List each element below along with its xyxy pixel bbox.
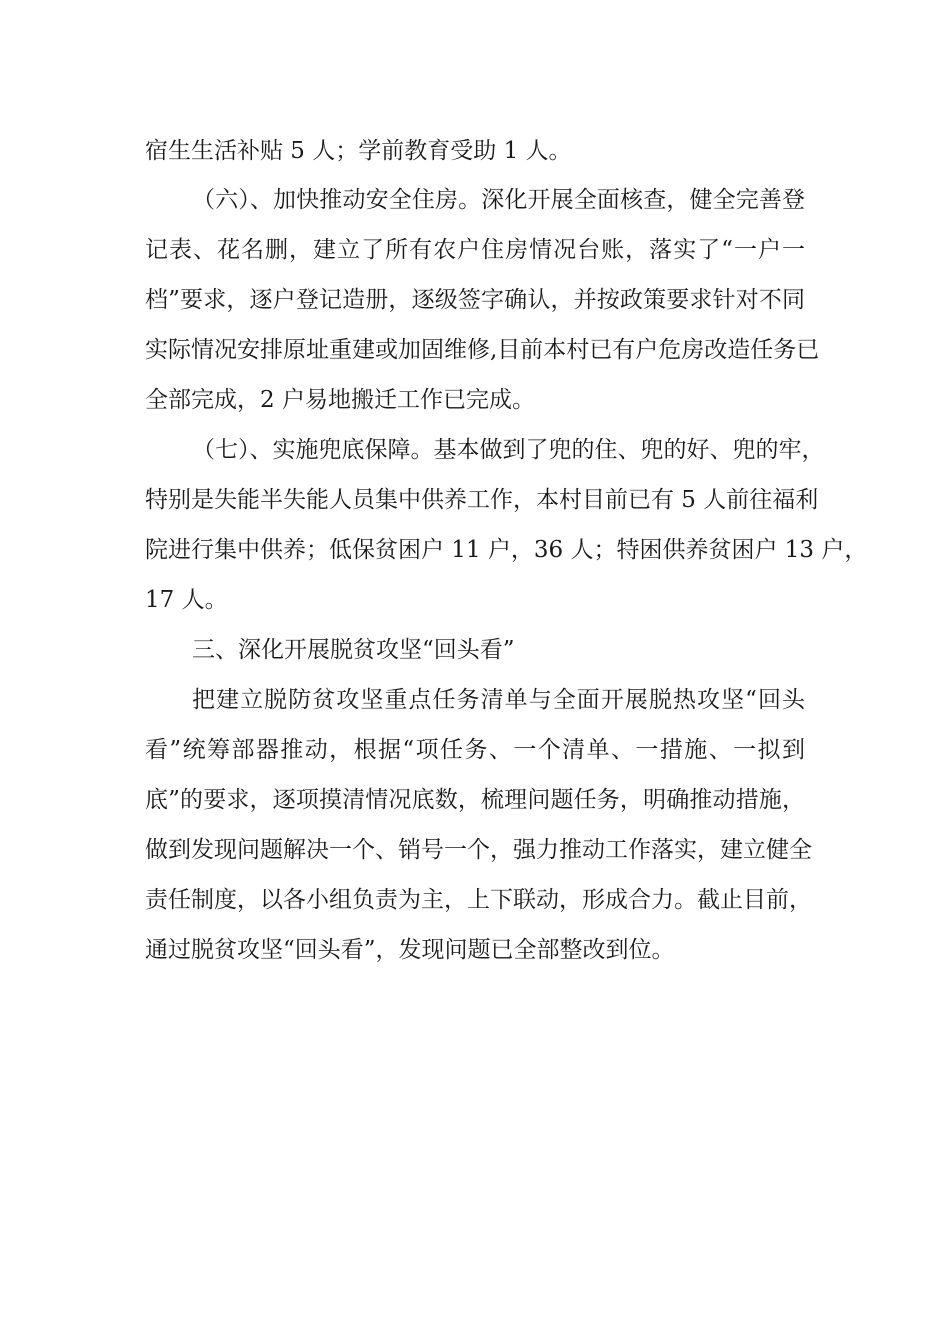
text-line: 通过脱贫攻坚“回头看”，发现问题已全部整改到位。 — [145, 937, 675, 963]
text-line: 记表、花名删，建立了所有农户住房情况台账，落实了“一户一 — [145, 237, 805, 263]
text-line: 院进行集中供养；低保贫困户 11 户，36 人；特困供养贫困户 13 户， — [145, 537, 868, 563]
text-line: （七）、实施兜底保障。基本做到了兜的住、兜的好、兜的牢， — [192, 437, 825, 463]
text-line: 责任制度，以各小组负责为主，上下联动，形成合力。截止目前， — [145, 887, 812, 913]
text-line: 宿生生活补贴 5 人；学前教育受助 1 人。 — [145, 138, 572, 164]
section-heading: 三、深化开展脱贫攻坚“回头看” — [192, 637, 515, 663]
text-line: 把建立脱防贫攻坚重点任务清单与全面开展脱热攻坚“回头 — [192, 687, 805, 713]
text-line: 特别是失能半失能人员集中供养工作，本村目前已有 5 人前往福利 — [145, 487, 819, 513]
text-line: 做到发现问题解决一个、销号一个，强力推动工作落实，建立健全 — [145, 837, 812, 863]
text-line: 实际情况安排原址重建或加固维修,目前本村已有户危房改造任务已 — [145, 337, 820, 363]
text-line: 17 人。 — [145, 587, 228, 613]
text-line: 档”要求，逐户登记造册，逐级签字确认，并按政策要求针对不同 — [145, 287, 805, 313]
text-line: 底”的要求，逐项摸清情况底数，梳理问题任务，明确推动措施， — [145, 787, 805, 813]
text-line: 全部完成，2 户易地搬迁工作已完成。 — [145, 387, 535, 413]
text-line: （六）、加快推动安全住房。深化开展全面核查，健全完善登 — [192, 187, 805, 213]
text-line: 看”统筹部器推动，根据“项任务、一个清单、一措施、一拟到 — [145, 737, 805, 763]
